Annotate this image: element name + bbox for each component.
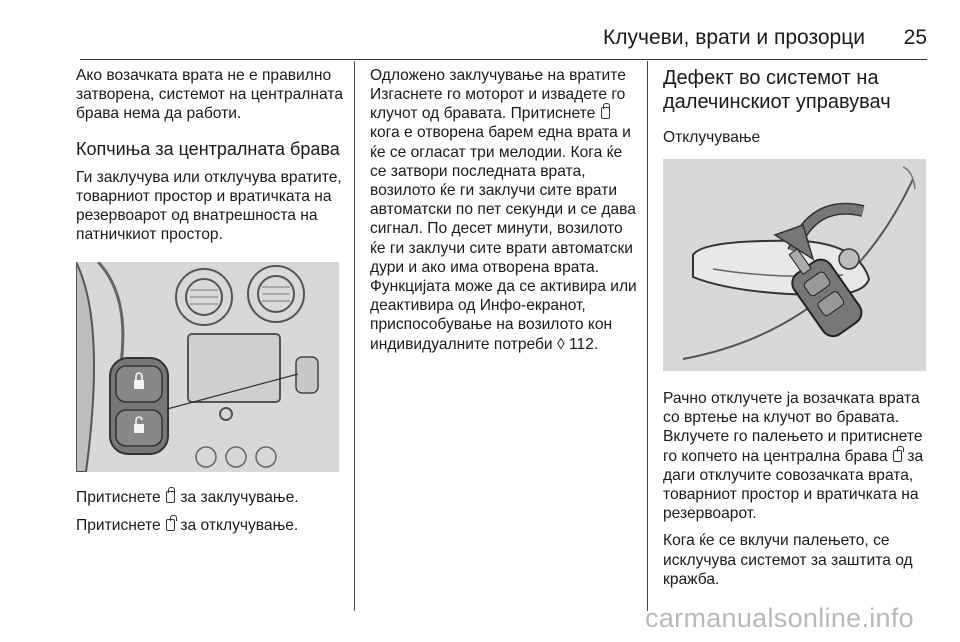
column-divider (354, 61, 355, 611)
page-ref[interactable]: 112. (569, 335, 599, 353)
unlock-instruction: Притиснете за отклучување. (76, 516, 299, 534)
door-key-illustration (663, 159, 926, 371)
lock-instruction: Притиснете за заклучување. (76, 489, 299, 507)
antitheft-paragraph: Кога ќе се вклучи палењето, се исклучува системот за заштита од кражба. (663, 532, 913, 588)
unlock-icon (166, 519, 175, 531)
lock-icon (166, 491, 175, 503)
watermark: carmanualsonline.info (645, 603, 914, 633)
unlock-paragraph: Рачно отклучете ја возачката врата со вртење на клучот во бравата. Вклучете го палењето и притиснете го копчето на централна брава за даги отклучите совозачката врата, товарниот простор и вратичката на резервоарот. (663, 390, 924, 523)
subsection-heading: Отклучување (663, 129, 761, 146)
central-lock-buttons-illustration (76, 262, 339, 472)
page-header (80, 24, 927, 54)
intro-paragraph: Ако возачката врата не е правилно затворена, системот на централната брава нема да работи. (76, 67, 343, 123)
column-divider (647, 61, 648, 611)
dashboard-illustration (76, 262, 339, 472)
unlock-icon (893, 450, 902, 462)
section-heading: Дефект во системот на далечинскиот управувач (663, 67, 891, 113)
section-heading: Одложено заклучување на вратите (370, 67, 626, 84)
lock-icon (601, 107, 610, 119)
chapter-title: Клучеви, врати и прозорци (603, 26, 865, 49)
section-paragraph: Ги заклучува или отклучува вратите, товарниот простор и вратичката на резервоарот од внатрешноста на патничкиот простор. (76, 168, 342, 244)
section-heading: Копчиња за централната брава (76, 138, 340, 159)
section-paragraph: Изгаснете го моторот и извадете го клучот од бравата. Притиснете кога е отворена барем една врата и ќе се огласат три мелодии. Кога ќе се затвори последната врата, возилото ќе ги заклучи сите врати автоматски по пет секунди и се дава сигнал. По десет минути, возилото ќе ги заклучи сите врати автоматски дури и ако има отворена врата. Функцијата може да се активира или деактивира од Инфо-екранот, приспособување на возилото кон индивидуалните потреби ◊ 112. (370, 86, 637, 353)
key-in-door-lock-illustration (663, 159, 926, 371)
page-number: 25 (903, 26, 927, 49)
column-right (663, 66, 929, 597)
header-rule (80, 59, 927, 60)
page-ref-icon: ◊ (556, 335, 565, 353)
column-middle (370, 66, 638, 362)
column-left (76, 66, 344, 543)
